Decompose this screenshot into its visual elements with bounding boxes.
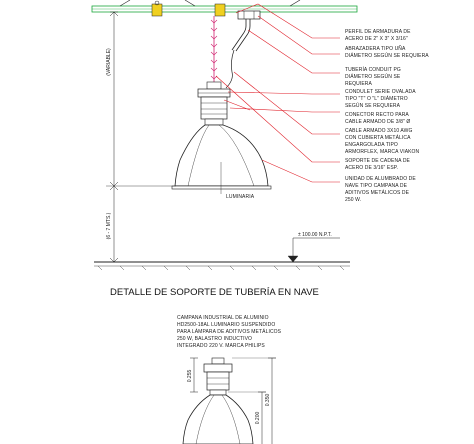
height-mounting-label: (6 - 7 MTS.)	[106, 212, 112, 240]
height-dimension	[106, 12, 176, 262]
spec-notes	[177, 315, 282, 349]
truss-beam	[92, 0, 357, 16]
callout-2-line-1: ABRAZADERA TIPO UÑA	[345, 46, 406, 52]
callout-notes	[345, 29, 429, 203]
callout-1-line-2: ACERO DE 2" X 3" X 3/16"	[345, 36, 408, 42]
dim-small-3: 0.350	[265, 393, 271, 407]
conduit-clamp	[238, 11, 260, 19]
callout-7-line-1: SOPORTE DE CADENA DE	[345, 158, 410, 164]
callout-5-line-1: CONECTOR RECTO PARA	[345, 112, 409, 118]
callout-3-line-2: DIÁMETRO SEGÚN SE	[345, 74, 401, 80]
callout-4-line-3: SEGÚN SE REQUIERA	[345, 103, 401, 109]
callout-6-line-2: CON CUBIERTA METÁLICA	[345, 135, 411, 141]
level-marker	[288, 238, 340, 262]
luminaire-top	[172, 82, 271, 189]
height-variable-label: (VARIABLE)	[106, 48, 112, 76]
armored-cable	[226, 50, 234, 88]
level-tag: ± 100.00 N.P.T.	[298, 232, 332, 238]
callout-8-line-1: UNIDAD DE ALUMBRADO DE	[345, 176, 416, 182]
callout-6-line-3: ENGARGOLADA TIPO	[345, 142, 398, 148]
callout-8-line-3: ADITIVOS METÁLICOS DE	[345, 190, 410, 196]
spec-line-4: 250 W, BALASTRO INDUCTIVO	[177, 336, 253, 342]
luminaire-bottom	[183, 358, 253, 444]
callout-7-line-2: ACERO DE 3/16" ESP.	[345, 165, 399, 171]
callout-6-line-1: CABLE ARMADO 3X10 AWG	[345, 128, 413, 134]
callout-2-line-2: DIÁMETRO SEGÚN SE REQUIERA	[345, 53, 429, 59]
callout-5-line-2: CABLE ARMADO DE 3/8" Ø	[345, 119, 411, 125]
floor-line	[94, 262, 350, 270]
callout-4-line-2: TIPO "T" O "L" DIÁMETRO	[345, 96, 408, 102]
spec-line-2: HD2500-18AL LUMINARIO SUSPENDIDO	[177, 322, 276, 328]
callout-1-line-1: PERFIL DE ARMADURA DE	[345, 29, 411, 35]
conduit-pipe	[232, 19, 250, 51]
detail-title: DETALLE DE SOPORTE DE TUBERÍA EN NAVE	[110, 287, 319, 298]
luminaire-label: LUMINARIA	[226, 194, 255, 200]
spec-line-5: INTEGRADO 220 V. MARCA PHILIPS	[177, 343, 265, 349]
callout-8-line-2: NAVE TIPO CAMPANA DE	[345, 183, 408, 189]
spec-line-3: PARA LÁMPARA DE ADITIVOS METÁLICOS	[177, 329, 282, 335]
callout-3-line-1: TUBERÍA CONDUIT PG	[345, 67, 401, 73]
callout-4-line-1: CONDULET SERIE OVALADA	[345, 89, 416, 95]
callout-6-line-4: ARMORFLEX, MARCA VIAKON	[345, 149, 420, 155]
spec-line-1: CAMPANA INDUSTRIAL DE ALUMINIO	[177, 315, 269, 321]
dim-small-1: 0.255	[187, 369, 193, 383]
dim-small-2: 0.200	[255, 411, 261, 425]
callout-8-line-4: 250 W.	[345, 197, 362, 203]
callout-3-line-3: REQUIERA	[345, 81, 372, 87]
support-chain	[211, 16, 217, 86]
